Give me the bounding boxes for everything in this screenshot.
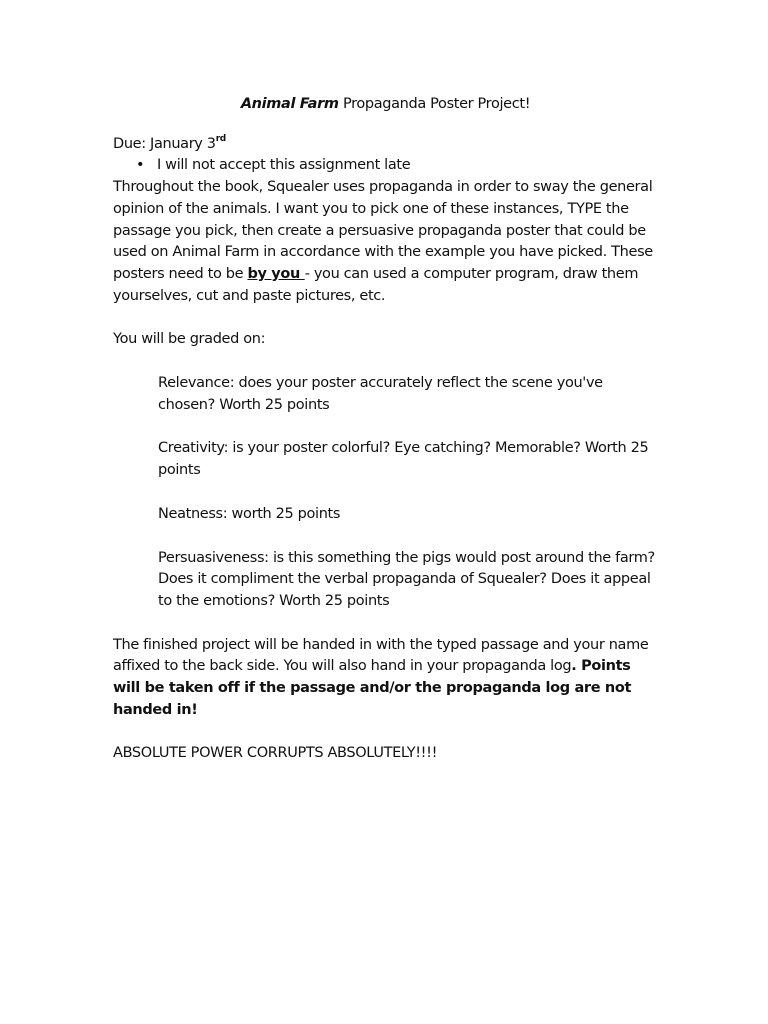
criterion-neatness: Neatness: worth 25 points (158, 505, 341, 522)
finished-text: The finished project will be handed in with the typed passage and your name affixed to the back side. You will also hand in your propaganda log (113, 636, 649, 675)
book-title: Animal Farm (240, 96, 339, 112)
bullet-list (113, 155, 658, 177)
due-date (113, 134, 658, 156)
criterion-relevance: Relevance: does your poster accurately reflect the scene you've chosen? Worth 25 points (158, 375, 603, 413)
intro-text-before: Throughout the book, Squealer uses propaganda in order to sway the general opinion of the animals. I want you to pick one of these instances, TYPE the passage you pick, then create a persuasive propaganda poster that could be used on Animal Farm in accordance with the example you have picked. These posters need to be (113, 179, 653, 282)
intro-emphasis: by you (247, 265, 305, 282)
intro-paragraph (113, 177, 658, 307)
graded-label: You will be graded on: (113, 331, 266, 348)
criteria-list (158, 373, 658, 613)
due-date-label: Due: January 3 (113, 135, 216, 152)
closing-line: ABSOLUTE POWER CORRUPTS ABSOLUTELY!!!! (113, 745, 438, 762)
finished-period: . (571, 658, 582, 675)
criterion-creativity: Creativity: is your poster colorful? Eye catching? Memorable? Worth 25 points (158, 440, 649, 479)
intro-text-after: - you can used a computer program, draw them yourselves, cut and paste pictures, etc. (113, 265, 639, 304)
finished-paragraph (113, 635, 658, 722)
criterion-persuasiveness: Persuasiveness: is this something the pigs would post around the farm? Does it compliment the verbal propaganda of Squealer? Does it appeal to the emotions? Worth 25 points (158, 549, 655, 609)
document-page (113, 94, 658, 765)
title-rest: Propaganda Poster Project! (338, 96, 531, 112)
finished-warning: Points will be taken off if the passage and/or the propaganda log are not handed in! (113, 658, 632, 718)
due-date-suffix: rd (215, 133, 226, 144)
document-title (113, 94, 658, 116)
bullet-item: • I will not accept this assignment late (157, 155, 658, 177)
